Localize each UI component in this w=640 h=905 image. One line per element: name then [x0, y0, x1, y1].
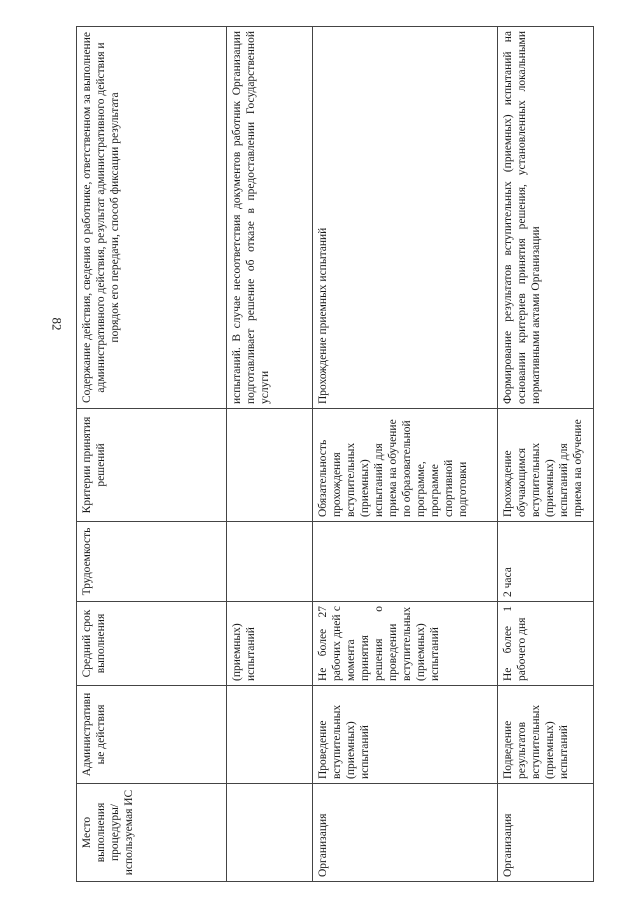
header-place: Место выполнения процедуры/используемая ИС [77, 784, 227, 882]
cell-action [227, 686, 313, 784]
header-criteria: Критерии принятия решений [77, 409, 227, 522]
rotated-table-wrapper [76, 27, 594, 882]
table-row [498, 27, 594, 882]
cell-term: Не более 27 рабочих дней с момента принятия решения о проведении вступительных (приемных) испытаний [313, 602, 498, 686]
cell-content: Формирование результатов вступительных (приемных) испытаний на основании критериев принятия решения, установленных локальными нормативными актами Организации [498, 27, 594, 409]
cell-labor [227, 522, 313, 602]
cell-content: испытаний. В случае несоответствия документов работник Организации подготавливает решение об отказе в предоставлении Государственной услуги [227, 27, 313, 409]
header-labor: Трудоемкость [77, 522, 227, 602]
cell-labor [313, 522, 498, 602]
header-content: Содержание действия, сведения о работнике, ответственном за выполнение административного действия, результат административного действия и порядок его передачи, способ фиксации результата [77, 27, 227, 409]
cell-content: Прохождение приемных испытаний [313, 27, 498, 409]
cell-place: Организация [498, 784, 594, 882]
cell-criteria: Прохождение обучающимся вступительных (приемных) испытаний для приема на обучение [498, 409, 594, 522]
procedure-table [76, 26, 594, 882]
table-header-row [77, 27, 227, 882]
cell-labor: 2 часа [498, 522, 594, 602]
table-row [227, 27, 313, 882]
header-action: Административные действия [77, 686, 227, 784]
cell-place: Организация [313, 784, 498, 882]
table-row [313, 27, 498, 882]
cell-criteria: Обязательность прохождения вступительных (приемных) испытаний для приема на обучение по образовательной программе, программе спортивной подготовки [313, 409, 498, 522]
cell-term: Не более 1 рабочего дня [498, 602, 594, 686]
cell-place [227, 784, 313, 882]
page-number: 82 [49, 317, 65, 331]
cell-action: Подведение результатов вступительных (приемных) испытаний [498, 686, 594, 784]
cell-criteria [227, 409, 313, 522]
cell-action: Проведение вступительных (приемных) испытаний [313, 686, 498, 784]
cell-term: (приемных) испытаний [227, 602, 313, 686]
header-term: Средний срок выполнения [77, 602, 227, 686]
